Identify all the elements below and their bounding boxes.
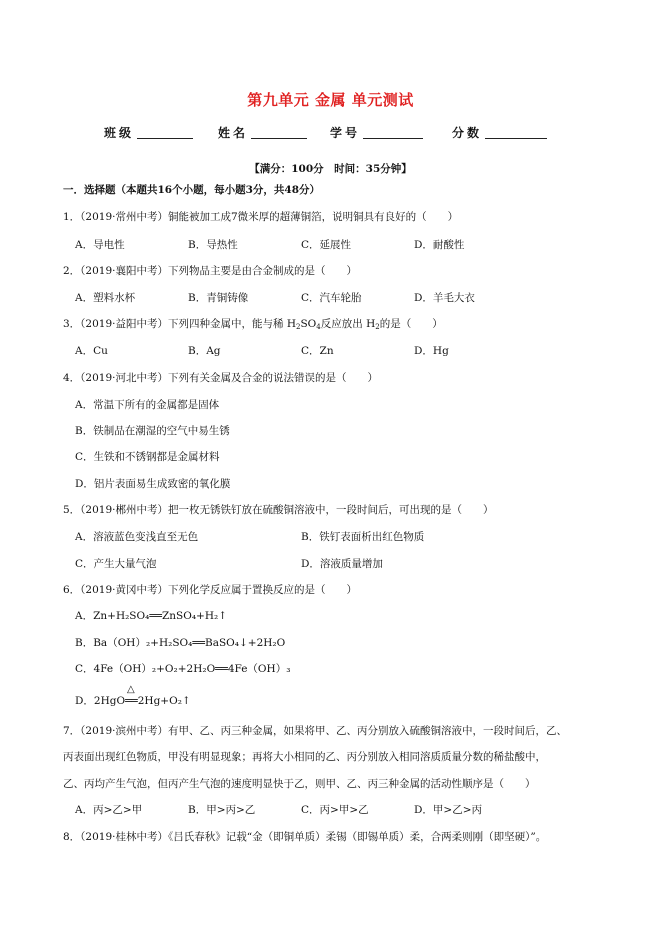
score-blank [485, 138, 547, 139]
class-field [104, 124, 193, 141]
q2-option-c: C．汽车轮胎 [301, 292, 362, 304]
q6-option-d-text: D．2HgO══2Hg+O₂↑ [75, 695, 191, 707]
id-blank [363, 138, 423, 139]
q1-option-d: D．耐酸性 [414, 239, 465, 251]
q7-option-b: B．甲>丙>乙 [188, 804, 256, 816]
q6-option-d [75, 684, 191, 708]
q1-option-b: B．导热性 [188, 239, 238, 251]
question-4: 4．（2019·河北中考）下列有关金属及合金的说法错误的是（ ） [63, 372, 378, 384]
q4-option-b: B．铁制品在潮湿的空气中易生锈 [75, 425, 230, 437]
id-field [330, 124, 423, 141]
q3-option-d: D．Hg [414, 345, 449, 357]
q7-option-c: C．丙>甲>乙 [301, 804, 369, 816]
q2-option-d: D．羊毛大衣 [414, 292, 475, 304]
q4-option-d: D．铝片表面易生成致密的氧化膜 [75, 478, 231, 490]
q5-option-a: A．溶液蓝色变浅直至无色 [75, 531, 199, 543]
question-2: 2．（2019·襄阳中考）下列物品主要是由合金制成的是（ ） [63, 265, 357, 277]
q3-sub: 4 [316, 323, 321, 331]
q4-option-a: A．常温下所有的金属都是固体 [75, 399, 220, 411]
question-7-line-1: 7．（2019·滨州中考）有甲、乙、丙三种金属，如果将甲、乙、丙分别放入硫酸铜溶液中，一段时间后，乙、 [63, 725, 567, 737]
q1-option-c: C．延展性 [301, 239, 352, 251]
q3-sub: 2 [375, 323, 380, 331]
question-1: 1．（2019·常州中考）铜能被加工成7微米厚的超薄铜箔，说明铜具有良好的（ ） [63, 211, 459, 223]
question-7-line-3: 乙、丙均产生气泡，但丙产生气泡的速度明显快于乙，则甲、乙、丙三种金属的活动性顺序是（ ） [63, 778, 536, 790]
question-7-line-2: 丙表面出现红色物质，甲没有明显现象；再将大小相同的乙、丙分别放入相同溶质质量分数的稀盐酸中， [63, 751, 546, 763]
q2-option-a: A．塑料水杯 [75, 292, 136, 304]
score-label: 分数 [452, 126, 483, 140]
class-blank [137, 138, 193, 139]
name-blank [251, 138, 307, 139]
q6-option-c: C．4Fe（OH）₂+O₂+2H₂O══4Fe（OH）₃ [75, 663, 291, 675]
q6-option-b: B．Ba（OH）₂+H₂SO₄══BaSO₄↓+2H₂O [75, 637, 286, 649]
score-field [452, 124, 547, 141]
class-label: 班级 [104, 126, 135, 140]
question-6: 6．（2019·黄冈中考）下列化学反应属于置换反应的是（ ） [63, 584, 357, 596]
q5-option-b: B．铁钉表面析出红色物质 [301, 531, 425, 543]
q5-option-d: D．溶液质量增加 [301, 558, 383, 570]
q7-option-d: D．甲>乙>丙 [414, 804, 483, 816]
question-5: 5．（2019·郴州中考）把一枚无锈铁钉放在硫酸铜溶液中，一段时间后，可出现的是（ ） [63, 504, 494, 516]
student-info-row [0, 124, 661, 140]
q3-option-c: C．Zn [301, 345, 334, 357]
section-heading: 一．选择题（本题共16个小题，每小题3分，共48分） [63, 184, 321, 196]
q3-text-mid1: SO [300, 318, 317, 330]
question-8: 8．（2019·桂林中考）《吕氏春秋》记载“金（即铜单质）柔锡（即锡单质）柔，合两柔则刚（即坚硬）”。 [63, 831, 547, 843]
q3-option-a: A．Cu [75, 345, 108, 357]
heat-triangle-icon: △ [127, 684, 135, 695]
q3-option-b: B．Ag [188, 345, 221, 357]
q3-text-post: 的是（ ） [379, 318, 443, 330]
q3-sub: 2 [295, 323, 301, 331]
q5-option-c: C．产生大量气泡 [75, 558, 157, 570]
q7-option-a: A．丙>乙>甲 [75, 804, 143, 816]
question-3 [63, 317, 443, 331]
name-field [218, 124, 307, 141]
q3-text-mid2: 反应放出 H [320, 318, 376, 330]
q3-text-pre: 3．（2019·益阳中考）下列四种金属中，能与稀 H [63, 318, 296, 330]
q6-option-a: A．Zn+H₂SO₄══ZnSO₄+H₂↑ [75, 610, 227, 622]
id-label: 学号 [330, 126, 361, 140]
q1-option-a: A．导电性 [75, 239, 125, 251]
page-title: 第九单元 金属 单元测试 [247, 91, 414, 109]
q4-option-c: C．生铁和不锈钢都是金属材料 [75, 451, 220, 463]
name-label: 姓名 [218, 126, 249, 140]
exam-meta: 【满分：100分 时间：35分钟】 [249, 163, 412, 175]
q2-option-b: B．青铜铸像 [188, 292, 249, 304]
